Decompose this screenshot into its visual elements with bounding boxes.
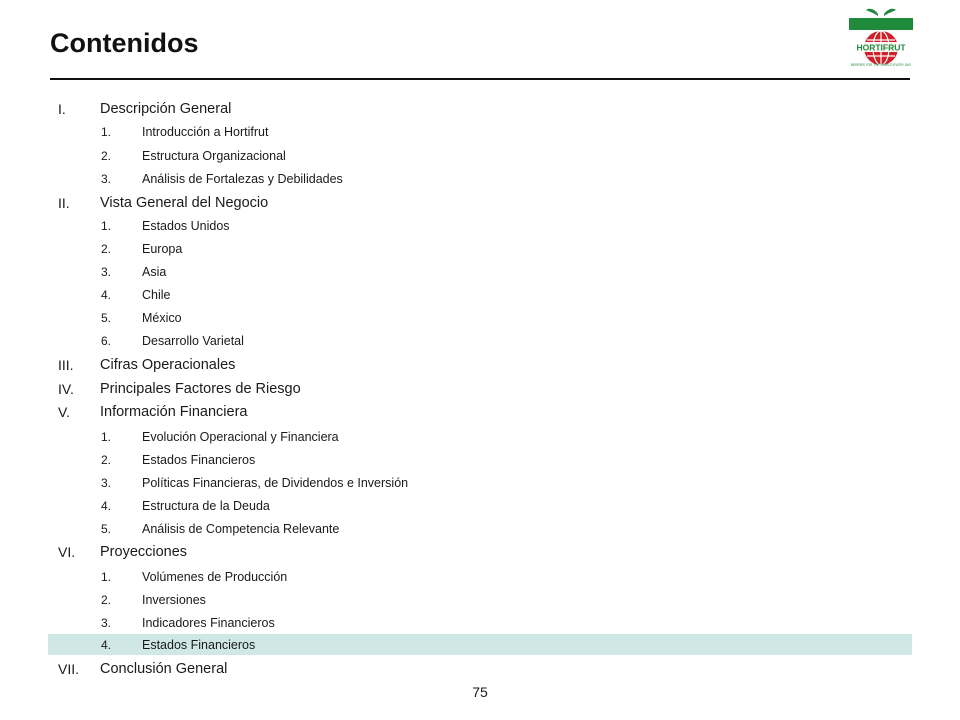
toc-subsection [48, 449, 912, 470]
toc-number: 3. [101, 264, 112, 279]
toc-label: Estructura Organizacional [142, 148, 286, 163]
toc-number: 2. [101, 452, 112, 467]
toc-number: VII. [58, 661, 80, 677]
toc-subsection [48, 330, 912, 351]
toc-label: Políticas Financieras, de Dividendos e Inversión [142, 475, 409, 490]
logo-text: HORTIFRUT [856, 42, 906, 53]
leaf-icon [884, 9, 896, 16]
toc-number: 1. [101, 218, 112, 233]
toc-number: 2. [101, 148, 112, 163]
toc-subsection [48, 472, 912, 493]
leaf-icon [866, 9, 878, 16]
toc-label: Chile [142, 287, 171, 302]
toc-number: 4. [101, 287, 112, 302]
toc-number: III. [58, 357, 74, 373]
toc-label: Europa [142, 241, 183, 256]
toc-section [48, 98, 912, 120]
page-title: Contenidos [50, 28, 199, 58]
toc-label: Análisis de Competencia Relevante [142, 521, 340, 536]
toc-label: Estructura de la Deuda [142, 498, 270, 513]
hortifrut-logo [848, 6, 914, 68]
toc-label: Indicadores Financieros [142, 615, 275, 630]
toc-section [48, 658, 912, 680]
toc-label: Volúmenes de Producción [142, 569, 288, 584]
toc-label: México [142, 310, 182, 325]
toc-subsection [48, 238, 912, 259]
toc-subsection [48, 121, 912, 142]
toc-subsection [48, 426, 912, 447]
toc-label: Principales Factores de Riesgo [100, 381, 301, 397]
toc-number: 1. [101, 124, 112, 139]
toc-subsection [48, 634, 912, 655]
toc-subsection [48, 495, 912, 516]
toc-subsection [48, 145, 912, 166]
toc-section [48, 541, 912, 563]
toc-subsection [48, 307, 912, 328]
toc-label: Análisis de Fortalezas y Debilidades [142, 171, 343, 186]
toc-label: Estados Unidos [142, 218, 230, 233]
toc-subsection [48, 284, 912, 305]
toc-label: Proyecciones [100, 544, 188, 560]
toc-number: 1. [101, 429, 112, 444]
toc-label: Información Financiera [100, 404, 248, 420]
toc-section [48, 354, 912, 376]
toc-number: 2. [101, 592, 112, 607]
toc-number: 6. [101, 333, 112, 348]
title-divider [50, 78, 910, 80]
toc-label: Evolución Operacional y Financiera [142, 429, 339, 444]
toc-subsection [48, 168, 912, 189]
toc-subsection [48, 589, 912, 610]
toc-label: Vista General del Negocio [100, 195, 269, 211]
toc-number: V. [58, 404, 70, 420]
toc-label: Desarrollo Varietal [142, 333, 244, 348]
toc-number: VI. [58, 544, 76, 560]
toc-number: 4. [101, 637, 112, 652]
toc-label: Introducción a Hortifrut [142, 124, 269, 139]
toc-section [48, 401, 912, 423]
toc-number: I. [58, 101, 66, 117]
toc-number: 3. [101, 475, 112, 490]
toc-number: 2. [101, 241, 112, 256]
toc-subsection [48, 566, 912, 587]
toc-label: Estados Financieros [142, 637, 256, 652]
toc-subsection [48, 518, 912, 539]
toc-subsection [48, 261, 912, 282]
logo-green-band [849, 18, 913, 30]
toc-label: Conclusión General [100, 661, 228, 677]
logo-tagline: BERRIES FOR THE WORLD EVERY DAY [850, 63, 912, 67]
page-number: 75 [472, 684, 488, 700]
toc-label: Cifras Operacionales [100, 357, 236, 373]
toc-number: 5. [101, 310, 112, 325]
toc-subsection [48, 215, 912, 236]
toc-section [48, 192, 912, 214]
toc-number: 3. [101, 171, 112, 186]
toc-section [48, 378, 912, 400]
toc-number: 5. [101, 521, 112, 536]
toc-number: II. [58, 195, 70, 211]
toc-number: 4. [101, 498, 112, 513]
toc-label: Asia [142, 264, 167, 279]
toc-label: Descripción General [100, 101, 232, 117]
toc-label: Inversiones [142, 592, 206, 607]
toc-number: 1. [101, 569, 112, 584]
toc-number: 3. [101, 615, 112, 630]
toc-subsection [48, 612, 912, 633]
toc-label: Estados Financieros [142, 452, 256, 467]
toc-number: IV. [58, 381, 74, 397]
